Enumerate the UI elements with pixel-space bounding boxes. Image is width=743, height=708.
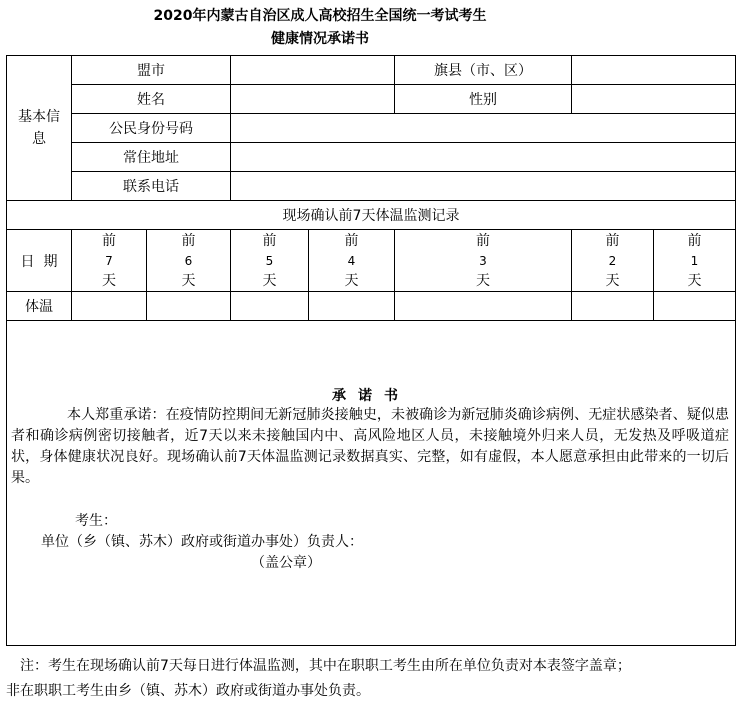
document-title-line2: 健康情况承诺书 <box>271 31 369 47</box>
day-header-3: 前 3 天 <box>395 230 572 292</box>
day-header-5: 前 5 天 <box>231 230 309 292</box>
league-city-field[interactable] <box>231 56 395 85</box>
id-number-field[interactable] <box>231 114 736 143</box>
document-title-line1: 2020年内蒙古自治区成人高校招生全国统一考试考生 <box>153 8 487 24</box>
temp-field-day2[interactable] <box>572 292 654 321</box>
temperature-label: 体温 <box>7 292 72 321</box>
phone-label: 联系电话 <box>72 172 231 201</box>
temp-field-day6[interactable] <box>147 292 231 321</box>
pledge-section <box>7 321 736 646</box>
day-header-6: 前 6 天 <box>147 230 231 292</box>
pledge-body: 本人郑重承诺：在疫情防控期间无新冠肺炎接触史，未被确诊为新冠肺炎确诊病例、无症状感染者、疑似患者和确诊病例密切接触者，近7天以来未接触国内中、高风险地区人员，未接触境外归来人员，无发热及呼吸道症状，身体健康状况良好。现场确认前7天体温监测记录数据真实、完整，如有虚假，本人愿意承担由此带来的一切后果。 <box>11 407 729 486</box>
note-line2: 非在职职工考生由乡（镇、苏木）政府或街道办事处负责。 <box>6 683 370 699</box>
name-label: 姓名 <box>72 85 231 114</box>
temp-field-day7[interactable] <box>72 292 147 321</box>
gender-field[interactable] <box>572 85 736 114</box>
pledge-title: 承诺书 <box>332 388 410 404</box>
league-city-label: 盟市 <box>72 56 231 85</box>
day-header-4: 前 4 天 <box>309 230 395 292</box>
temp-field-day4[interactable] <box>309 292 395 321</box>
examinee-signature-label: 考生： <box>75 513 117 529</box>
temp-field-day1[interactable] <box>654 292 736 321</box>
day-header-7: 前 7 天 <box>72 230 147 292</box>
health-pledge-form <box>6 55 736 646</box>
name-field[interactable] <box>231 85 395 114</box>
official-seal-label: （盖公章） <box>251 555 321 571</box>
banner-county-field[interactable] <box>572 56 736 85</box>
gender-label: 性别 <box>395 85 572 114</box>
basic-info-section-label: 基本信息 <box>7 56 72 201</box>
date-label: 日 期 <box>7 230 72 292</box>
day-header-1: 前 1 天 <box>654 230 736 292</box>
unit-responsible-signature-label: 单位（乡（镇、苏木）政府或街道办事处）负责人： <box>41 534 363 550</box>
address-field[interactable] <box>231 143 736 172</box>
day-header-2: 前 2 天 <box>572 230 654 292</box>
phone-field[interactable] <box>231 172 736 201</box>
temp-field-day3[interactable] <box>395 292 572 321</box>
temp-field-day5[interactable] <box>231 292 309 321</box>
address-label: 常住地址 <box>72 143 231 172</box>
note-line1: 注：考生在现场确认前7天每日进行体温监测，其中在职职工考生由所在单位负责对本表签字盖章； <box>20 658 631 674</box>
temperature-section-title: 现场确认前7天体温监测记录 <box>7 201 736 230</box>
banner-county-label: 旗县（市、区） <box>395 56 572 85</box>
id-number-label: 公民身份号码 <box>72 114 231 143</box>
